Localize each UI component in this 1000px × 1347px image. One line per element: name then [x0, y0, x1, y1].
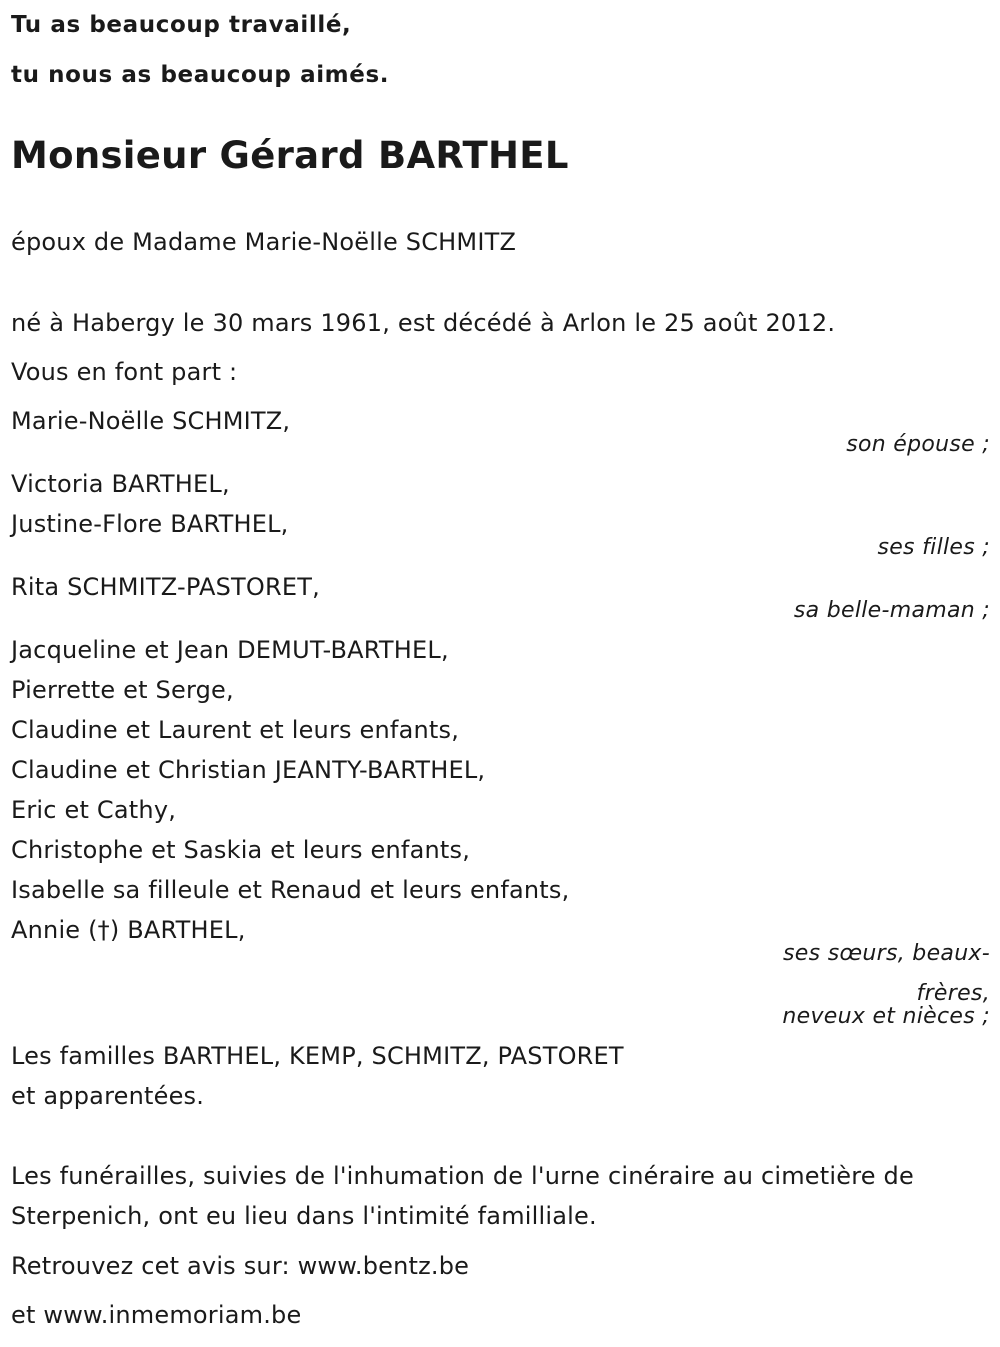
motto-line-1: Tu as beaucoup travaillé, [11, 12, 352, 38]
links-line-1: Retrouvez cet avis sur: www.bentz.be [11, 1252, 470, 1280]
spouse-line: époux de Madame Marie-Noëlle SCHMITZ [11, 228, 517, 256]
relation-label: son épouse ; [846, 432, 990, 457]
families-line-1: Les familles BARTHEL, KEMP, SCHMITZ, PASTORET [11, 1042, 624, 1070]
relation-label: ses filles ; [877, 535, 990, 560]
relation-label: neveux et nièces ; [782, 1004, 990, 1029]
family-member: Marie-Noëlle SCHMITZ, [11, 407, 291, 435]
family-member: Rita SCHMITZ-PASTORET, [11, 573, 320, 601]
family-member: Isabelle sa filleule et Renaud et leurs enfants, [11, 876, 570, 904]
family-member: Claudine et Christian JEANTY-BARTHEL, [11, 756, 486, 784]
family-member: Pierrette et Serge, [11, 676, 234, 704]
family-member: Christophe et Saskia et leurs enfants, [11, 836, 471, 864]
family-member: Victoria BARTHEL, [11, 470, 230, 498]
family-member: Eric et Cathy, [11, 796, 177, 824]
funeral-line-2: Sterpenich, ont eu lieu dans l'intimité familliale. [11, 1202, 597, 1230]
links-line-2: et www.inmemoriam.be [11, 1301, 302, 1329]
family-member: Jacqueline et Jean DEMUT-BARTHEL, [11, 636, 449, 664]
family-member: Claudine et Laurent et leurs enfants, [11, 716, 460, 744]
family-member: Justine-Flore BARTHEL, [11, 510, 289, 538]
relation-label: sa belle-maman ; [793, 598, 990, 623]
relation-label: ses sœurs, beaux- [783, 941, 990, 966]
deceased-name: Monsieur Gérard BARTHEL [11, 134, 569, 177]
families-line-2: et apparentées. [11, 1082, 205, 1110]
intro-line: Vous en font part : [11, 358, 238, 386]
motto-line-2: tu nous as beaucoup aimés. [11, 62, 390, 88]
relation-label: frères, [916, 981, 990, 1006]
family-member: Annie (†) BARTHEL, [11, 916, 246, 944]
birth-death-line: né à Habergy le 30 mars 1961, est décédé à Arlon le 25 août 2012. [11, 309, 836, 337]
funeral-line-1: Les funérailles, suivies de l'inhumation de l'urne cinéraire au cimetière de [11, 1162, 914, 1190]
